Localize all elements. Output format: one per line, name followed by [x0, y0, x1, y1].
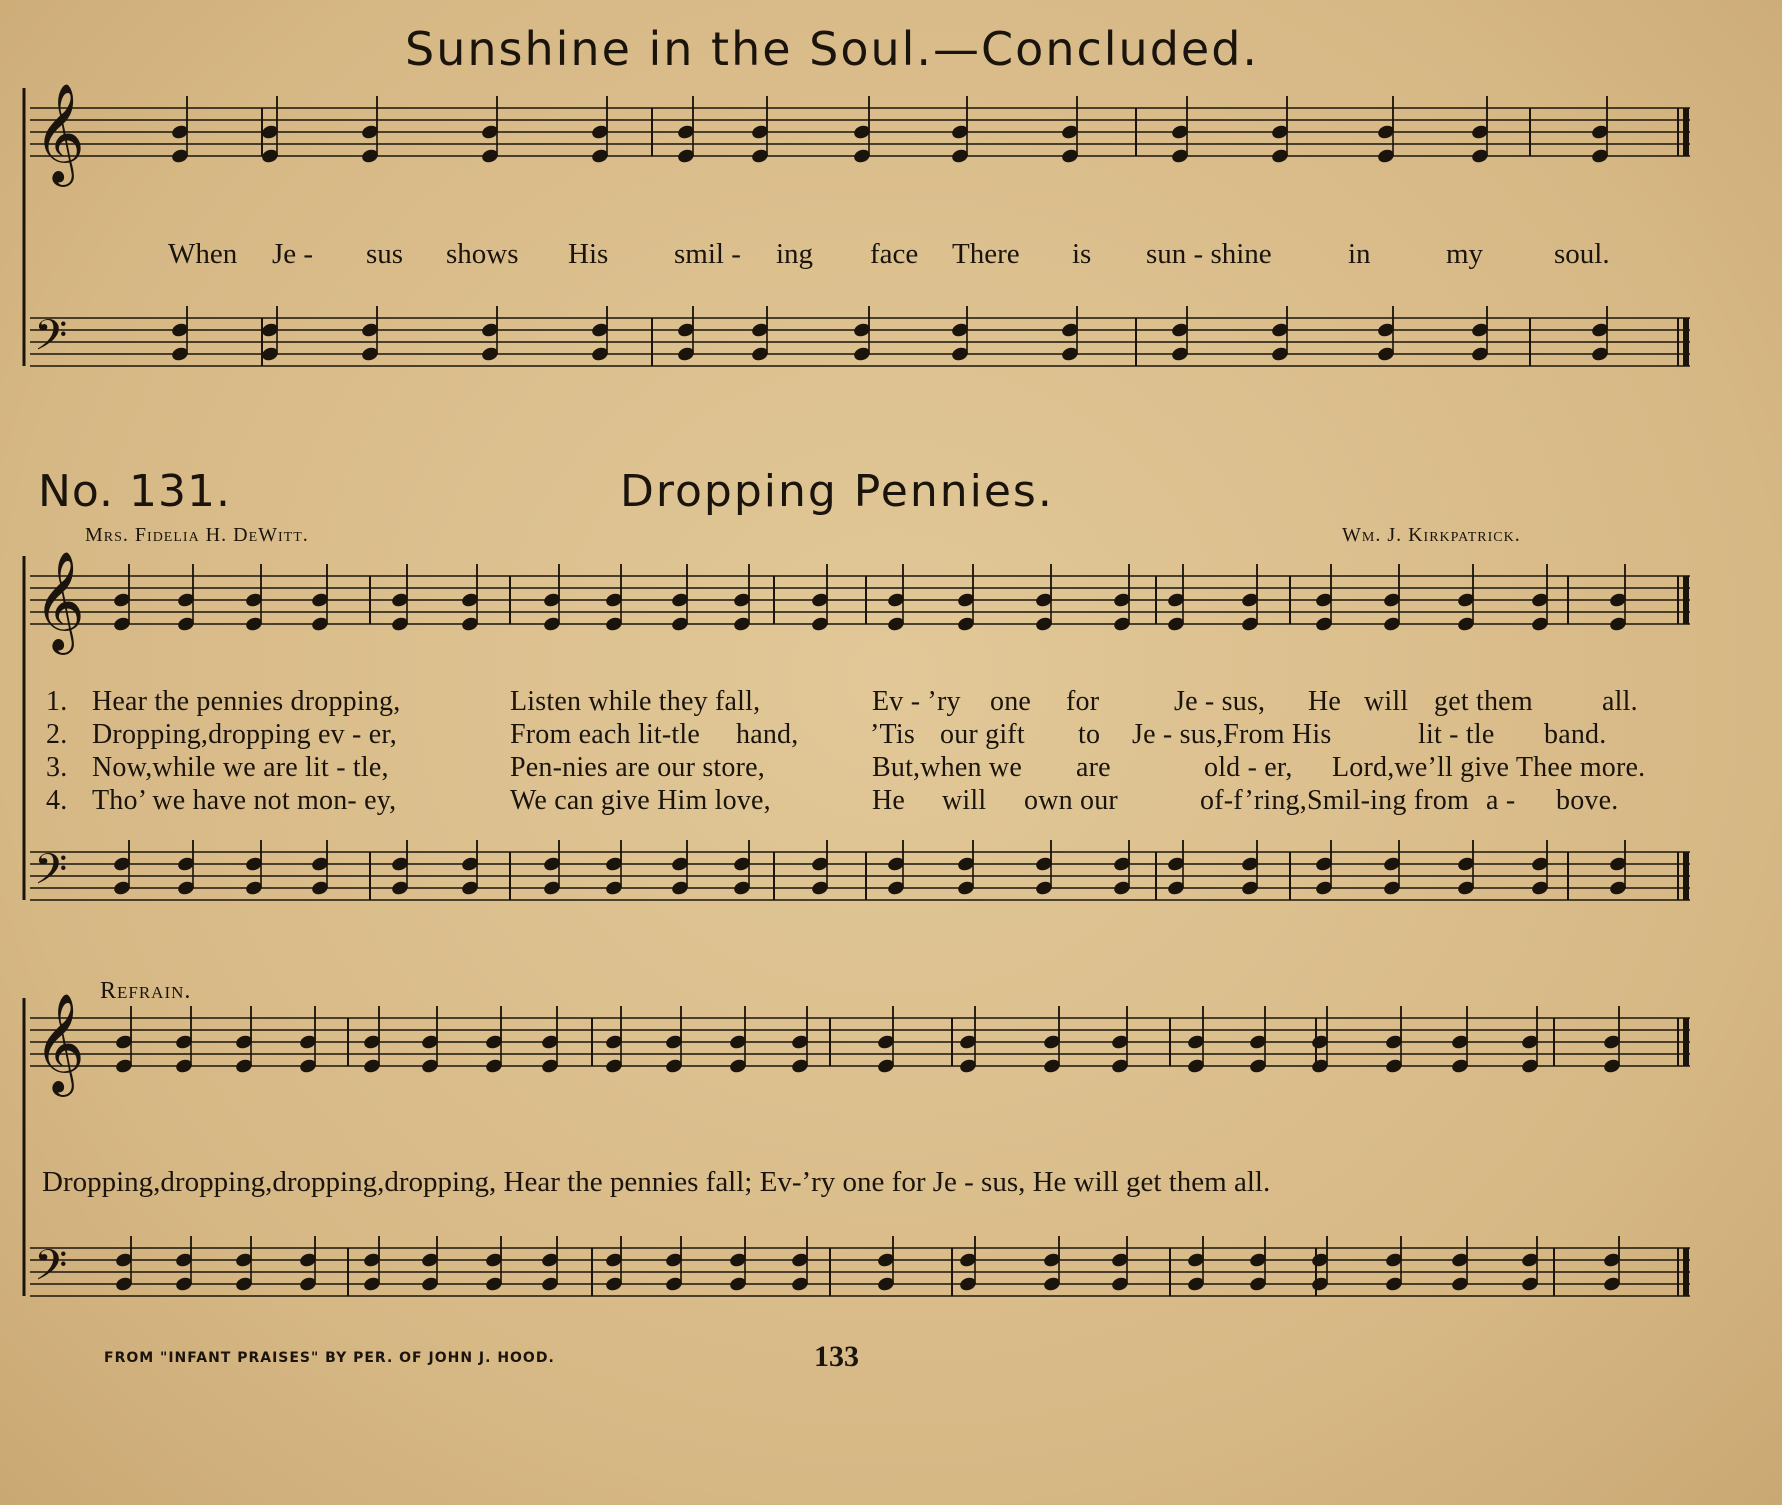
lyric-syllable: There [952, 238, 1020, 270]
verse-line-1 [46, 686, 1638, 718]
verse-fragment: Lord,we’ll give Thee more. [1332, 752, 1646, 783]
lyric-syllable: in [1348, 238, 1371, 270]
lyric-syllable: sun - shine [1146, 238, 1272, 270]
refrain-label: Refrain. [100, 978, 192, 1004]
verse-fragment: Je - sus,From His [1132, 719, 1332, 750]
lyricist-credit: Mrs. Fidelia H. DeWitt. [85, 524, 309, 546]
page-number: 133 [814, 1340, 859, 1373]
verse-fragment: own our [1024, 785, 1118, 816]
verse-fragment: all. [1602, 686, 1638, 717]
lyric-syllable: ing [776, 238, 814, 270]
system-3-treble-clef-icon: 𝄞 [34, 993, 85, 1093]
verse-fragment: will [1364, 686, 1409, 717]
verse-fragment: Tho’ we have not mon- ey, [92, 785, 397, 816]
lyric-syllable: sus [366, 238, 404, 270]
system-3-bass-clef-icon: 𝄢 [34, 1241, 68, 1301]
verse-fragment: will [942, 785, 987, 816]
verse-fragment: are [1076, 752, 1111, 783]
verse-fragment: hand, [736, 719, 799, 750]
verse-line-4 [46, 785, 1618, 817]
verse-fragment: to [1078, 719, 1101, 750]
lyric-syllable: is [1072, 238, 1092, 270]
lyric-syllable: When [168, 238, 238, 270]
verse-fragment: our gift [940, 719, 1025, 750]
verse-fragment: Hear the pennies dropping, [92, 686, 401, 717]
lyric-syllable: shows [446, 238, 519, 270]
verse-fragment: He [1308, 686, 1342, 717]
verse-fragment: From each lit-tle [510, 719, 701, 750]
verse-fragment: Now,while we are lit - tle, [92, 752, 389, 783]
verse-fragment: Dropping,dropping ev - er, [92, 719, 398, 750]
verse-fragment: Ev - ’ry [872, 686, 961, 717]
verse-fragment: band. [1544, 719, 1607, 750]
composer-credit: Wm. J. Kirkpatrick. [1342, 524, 1521, 546]
verse-fragment: Je - sus, [1174, 686, 1266, 717]
system-1-bass-clef-icon: 𝄢 [34, 311, 68, 371]
verse-fragment: ’Tis [870, 719, 915, 750]
verse-number: 1. [46, 686, 68, 717]
system-2-treble-clef-icon: 𝄞 [34, 551, 85, 651]
lyric-syllable: smil - [674, 238, 741, 270]
song-title-sunshine: Sunshine in the Soul.—Concluded. [405, 22, 1260, 76]
verse-fragment: of-f’ring,Smil-ing from [1200, 785, 1469, 816]
verse-fragment: lit - tle [1418, 719, 1495, 750]
song1-lyrics [0, 238, 1782, 274]
verse-fragment: one [990, 686, 1032, 717]
verse-number: 4. [46, 785, 68, 816]
lyric-syllable: His [568, 238, 609, 270]
verse-fragment: Pen-nies are our store, [510, 752, 765, 783]
verse-fragment: He [872, 785, 906, 816]
verse-number: 3. [46, 752, 68, 783]
verse-fragment: bove. [1556, 785, 1619, 816]
verse-fragment: But,when we [872, 752, 1022, 783]
lyric-syllable: face [870, 238, 919, 270]
lyric-syllable: soul. [1554, 238, 1610, 270]
lyric-syllable: my [1446, 238, 1484, 270]
song-title-dropping-pennies: Dropping Pennies. [620, 466, 1054, 517]
verse-fragment: for [1066, 686, 1100, 717]
verse-fragment: a - [1486, 785, 1516, 816]
hymn-number: No. 131. [38, 466, 232, 517]
system-2-bass-clef-icon: 𝄢 [34, 845, 68, 905]
verse-fragment: We can give Him love, [510, 785, 771, 816]
verse-number: 2. [46, 719, 68, 750]
refrain-lyrics: Dropping,dropping,dropping,dropping, Hear the pennies fall; Ev-’ry one for Je - sus, He will get them all. [42, 1166, 1271, 1198]
verse-fragment: Listen while they fall, [510, 686, 761, 717]
verse-fragment: get them [1434, 686, 1533, 717]
verse-fragment: old - er, [1204, 752, 1293, 783]
system-1-treble-clef-icon: 𝄞 [34, 83, 85, 183]
verse-line-2 [46, 719, 1606, 751]
footer-credit: FROM "INFANT PRAISES" BY PER. OF JOHN J. HOOD. [104, 1350, 555, 1366]
lyric-syllable: Je - [272, 238, 314, 270]
verse-line-3 [46, 752, 1645, 784]
